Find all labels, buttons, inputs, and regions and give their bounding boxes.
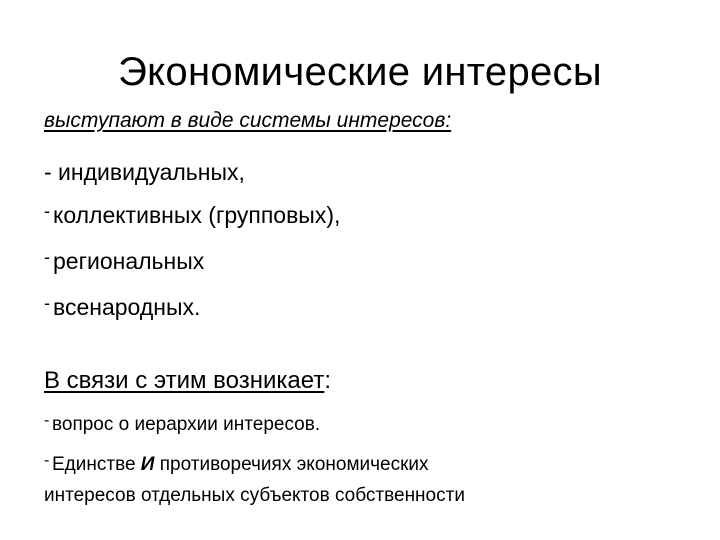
section-heading-colon: : (324, 367, 331, 394)
section-item-text-after: противоречиях экономических (154, 454, 429, 475)
section-item-text-before: Единстве (52, 454, 141, 475)
dash-marker: - (44, 201, 50, 221)
section-heading-text: В связи с этим возникает (44, 367, 325, 394)
list-item-national (44, 292, 200, 322)
slide-title: Экономические интересы (118, 50, 602, 94)
section-heading (44, 366, 331, 396)
list-item-text: всенародных. (53, 294, 201, 320)
section-item-unity-continuation: интересов отдельных субъектов собственности (44, 485, 465, 506)
list-item-regional (44, 246, 204, 276)
list-item-text: коллективных (групповых), (53, 202, 341, 228)
section-item-text: вопрос о иерархии интересов. (52, 414, 321, 435)
dash-marker: - (44, 452, 50, 469)
section-item-hierarchy (44, 412, 320, 438)
list-item-text: региональных (53, 248, 205, 274)
list-item-collective (44, 200, 340, 230)
dash-marker: - (44, 293, 50, 313)
dash-marker: - (44, 247, 50, 267)
list-item-individual: - индивидуальных, (44, 159, 245, 185)
slide-subtitle: выступают в виде системы интересов: (44, 109, 452, 132)
section-item-emphasis: И (140, 454, 155, 475)
section-item-unity (44, 452, 429, 478)
dash-marker: - (44, 412, 50, 429)
